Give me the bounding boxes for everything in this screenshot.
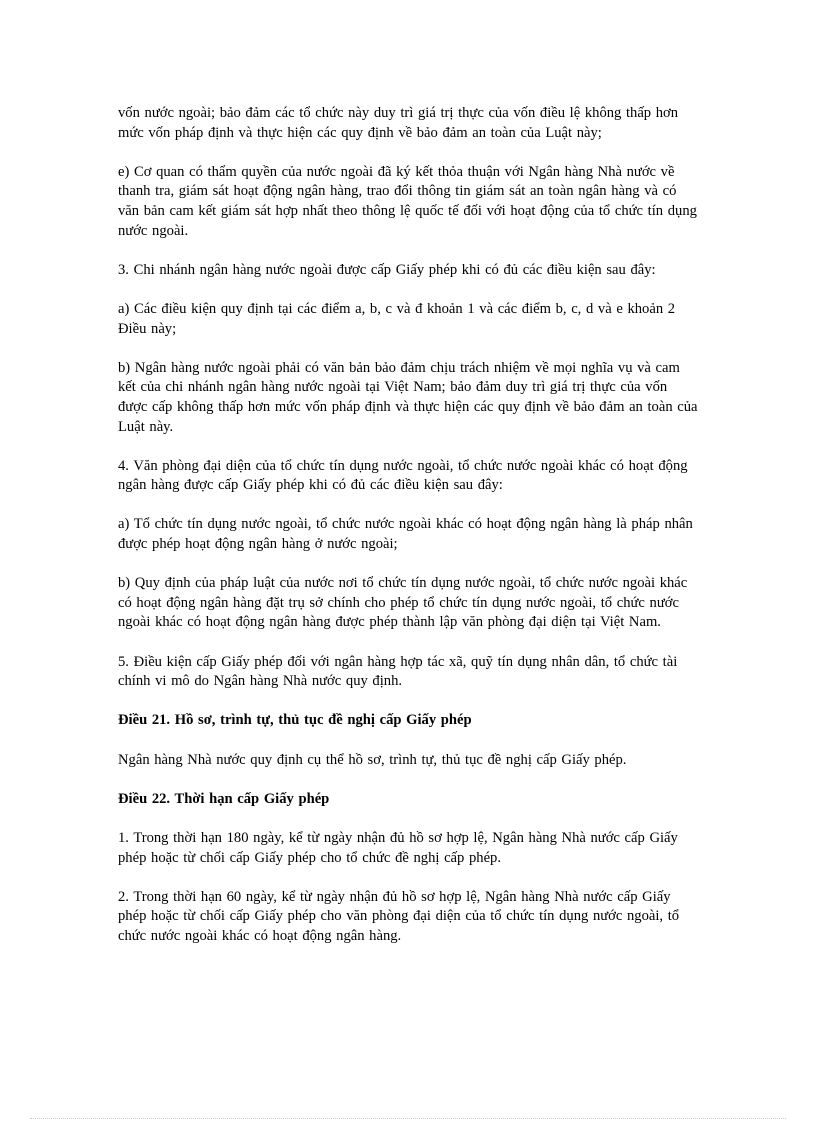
paragraph-clause-5: 5. Điều kiện cấp Giấy phép đối với ngân hàng hợp tác xã, quỹ tín dụng nhân dân, tổ chức tài chính vi mô do Ngân hàng Nhà nước quy định. — [118, 653, 678, 690]
paragraph-clause-4a: a) Tổ chức tín dụng nước ngoài, tổ chức nước ngoài khác có hoạt động ngân hàng là pháp nhân được phép hoạt động ngân hàng ở nước ngoài; — [118, 516, 693, 553]
paragraph-clause-3a: a) Các điều kiện quy định tại các điểm a, b, c và đ khoản 1 và các điểm b, c, d và e khoản 2 Điều này; — [118, 300, 676, 337]
paragraph-clause-3: 3. Chi nhánh ngân hàng nước ngoài được cấp Giấy phép khi có đủ các điều kiện sau đây: — [118, 261, 656, 278]
paragraph-article-22-clause-1: 1. Trong thời hạn 180 ngày, kể từ ngày nhận đủ hồ sơ hợp lệ, Ngân hàng Nhà nước cấp Giấy phép hoặc từ chối cấp Giấy phép cho tổ chức đề nghị cấp phép. — [118, 829, 678, 866]
paragraph-article-21-body: Ngân hàng Nhà nước quy định cụ thể hồ sơ, trình tự, thủ tục đề nghị cấp Giấy phép. — [118, 751, 627, 768]
paragraph-clause-e: e) Cơ quan có thẩm quyền của nước ngoài đã ký kết thỏa thuận với Ngân hàng Nhà nước về thanh tra, giám sát hoạt động ngân hàng, trao đổi thông tin giám sát an toàn ngân hàng và có văn bản cam kết giám sát hợp nhất theo thông lệ quốc tế đối với hoạt động của tổ chức tín dụng nước ngoài. — [118, 163, 697, 239]
page-bottom-divider — [30, 1118, 786, 1119]
document-page — [118, 104, 698, 966]
paragraph-clause-4b: b) Quy định của pháp luật của nước nơi tổ chức tín dụng nước ngoài, tổ chức nước ngoài khác có hoạt động ngân hàng đặt trụ sở chính cho phép tổ chức tín dụng nước ngoài, tổ chức nước ngoài khác có hoạt động ngân hàng được phép thành lập văn phòng đại diện tại Việt Nam. — [118, 575, 688, 631]
paragraph-clause-3b: b) Ngân hàng nước ngoài phải có văn bản bảo đảm chịu trách nhiệm về mọi nghĩa vụ và cam kết của chi nhánh ngân hàng nước ngoài tại Việt Nam; bảo đảm duy trì giá trị thực của vốn được cấp không thấp hơn mức vốn pháp định và thực hiện các quy định về bảo đảm an toàn của Luật này. — [118, 359, 698, 435]
paragraph-article-22-clause-2: 2. Trong thời hạn 60 ngày, kể từ ngày nhận đủ hồ sơ hợp lệ, Ngân hàng Nhà nước cấp Giấy phép hoặc từ chối cấp Giấy phép cho văn phòng đại diện của tổ chức tín dụng nước ngoài, tổ chức nước ngoài khác có hoạt động ngân hàng. — [118, 888, 680, 944]
article-21-heading: Điều 21. Hồ sơ, trình tự, thủ tục đề nghị cấp Giấy phép — [118, 712, 472, 729]
paragraph-capital-continuation: vốn nước ngoài; bảo đảm các tổ chức này duy trì giá trị thực của vốn điều lệ không thấp hơn mức vốn pháp định và thực hiện các quy định về bảo đảm an toàn của Luật này; — [118, 105, 679, 141]
article-22-heading: Điều 22. Thời hạn cấp Giấy phép — [118, 790, 330, 807]
paragraph-clause-4: 4. Văn phòng đại diện của tổ chức tín dụng nước ngoài, tổ chức nước ngoài khác có hoạt động ngân hàng được cấp Giấy phép khi có đủ các điều kiện sau đây: — [118, 457, 688, 494]
